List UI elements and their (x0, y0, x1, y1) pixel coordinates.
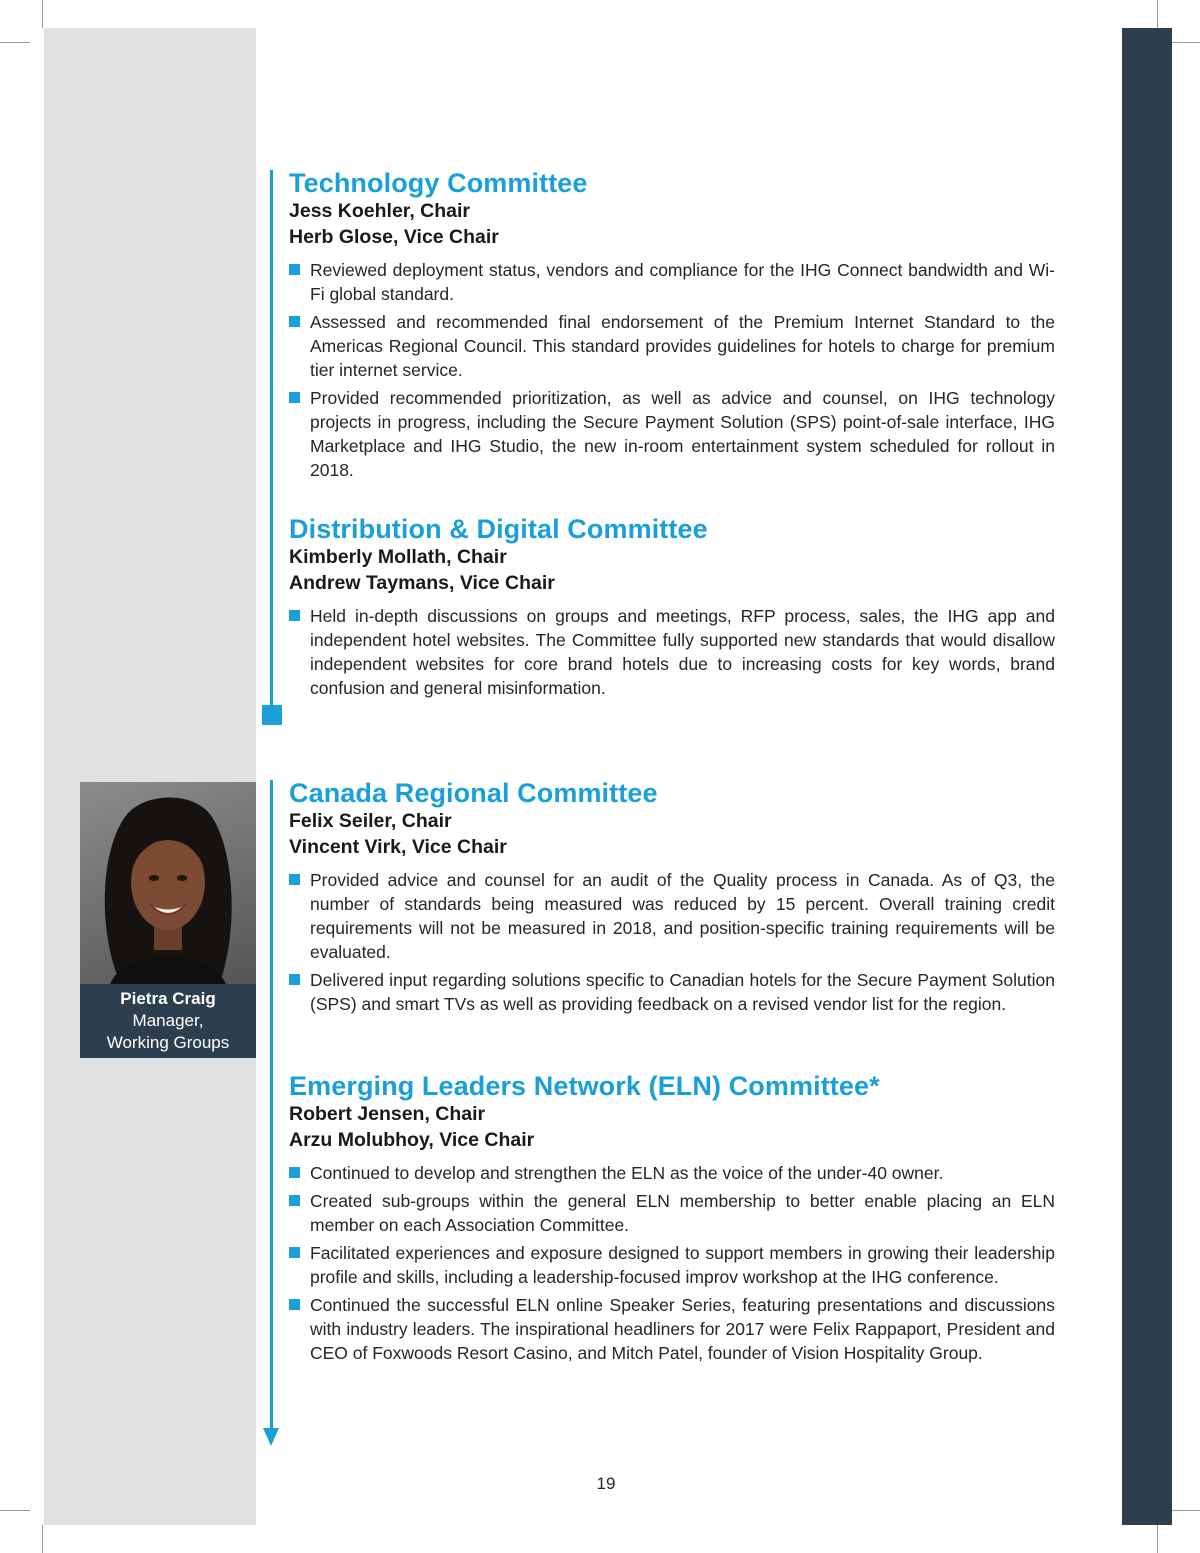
list-item (289, 1241, 1055, 1289)
vice-chair-name: Arzu Molubhoy, Vice Chair (289, 1129, 535, 1151)
list-item-text: Reviewed deployment status, vendors and compliance for the IHG Connect bandwidth and Wi-Fi global standard. (310, 260, 1055, 304)
crop-mark (1157, 0, 1158, 28)
section-title: Technology Committee (289, 168, 588, 198)
down-arrow-icon (263, 1428, 279, 1446)
staff-title: Manager, (132, 1011, 204, 1030)
crop-mark (42, 1525, 43, 1553)
staff-caption (80, 984, 256, 1058)
list-item-text: Delivered input regarding solutions specific to Canadian hotels for the Secure Payment Solution (SPS) and smart TVs as well as providing feedback on a revised vendor list for the region. (310, 970, 1055, 1014)
list-item (289, 1161, 1055, 1185)
list-item-text: Continued the successful ELN online Speaker Series, featuring presentations and discussions with industry leaders. The inspirational headliners for 2017 were Felix Rappaport, President and CEO of Foxwoods Resort Casino, and Mitch Patel, founder of Vision Hospitality Group. (310, 1295, 1055, 1363)
vice-chair-name: Andrew Taymans, Vice Chair (289, 572, 555, 594)
list-item-text: Facilitated experiences and exposure designed to support members in growing their leadership profile and skills, including a leadership-focused improv workshop at the IHG conference. (310, 1243, 1055, 1287)
square-bullet-icon (289, 392, 300, 403)
square-bullet-icon (289, 974, 300, 985)
square-bullet-icon (289, 1247, 300, 1258)
chair-name: Robert Jensen, Chair (289, 1103, 486, 1125)
crop-mark (1170, 1510, 1200, 1511)
chair-name: Jess Koehler, Chair (289, 200, 471, 222)
list-item (289, 968, 1055, 1016)
crop-mark (0, 1510, 30, 1511)
vice-chair-name: Herb Glose, Vice Chair (289, 226, 499, 248)
crop-mark (1170, 42, 1200, 43)
square-bullet-icon (289, 1167, 300, 1178)
section-title: Canada Regional Committee (289, 778, 658, 808)
square-bullet-icon (289, 1299, 300, 1310)
list-item (289, 386, 1055, 482)
square-bullet-icon (289, 316, 300, 327)
crop-mark (42, 0, 43, 28)
staff-name: Pietra Craig (120, 989, 216, 1008)
accent-line-bottom (270, 780, 273, 1430)
vice-chair-name: Vincent Virk, Vice Chair (289, 836, 507, 858)
crop-mark (0, 42, 30, 43)
crop-mark (1157, 1525, 1158, 1553)
section-eln-committee (289, 1071, 1055, 1369)
list-item-text: Continued to develop and strengthen the ELN as the voice of the under-40 owner. (310, 1163, 944, 1183)
portrait-illustration (80, 782, 256, 984)
square-bullet-icon (289, 610, 300, 621)
list-item-text: Held in-depth discussions on groups and meetings, RFP process, sales, the IHG app and independent hotel websites. The Committee fully supported new standards that would disallow independent websites for core brand hotels due to increasing costs for key words, brand confusion and general misinformation. (310, 606, 1055, 698)
square-bullet-icon (289, 874, 300, 885)
list-item (289, 868, 1055, 964)
left-sidebar-band (44, 28, 256, 1525)
accent-end-square (262, 705, 282, 725)
chair-name: Felix Seiler, Chair (289, 810, 452, 832)
section-title: Distribution & Digital Committee (289, 514, 708, 544)
section-canada-regional-committee (289, 778, 1055, 1020)
list-item (289, 310, 1055, 382)
bullet-list (289, 1161, 1055, 1365)
list-item-text: Provided advice and counsel for an audit of the Quality process in Canada. As of Q3, the number of standards being measured was reduced by 15 percent. Overall training credit requirements will not be measured in 2018, and position-specific training requirements will be evaluated. (310, 870, 1055, 962)
square-bullet-icon (289, 1195, 300, 1206)
section-title: Emerging Leaders Network (ELN) Committee* (289, 1071, 880, 1101)
right-navy-band (1122, 28, 1172, 1525)
list-item-text: Provided recommended prioritization, as well as advice and counsel, on IHG technology projects in progress, including the Secure Payment Solution (SPS) point-of-sale interface, IHG Marketplace and IHG Studio, the new in-room entertainment system scheduled for rollout in 2018. (310, 388, 1055, 480)
section-distribution-digital-committee (289, 514, 1055, 704)
section-technology-committee (289, 168, 1055, 486)
square-bullet-icon (289, 264, 300, 275)
chair-name: Kimberly Mollath, Chair (289, 546, 507, 568)
list-item (289, 258, 1055, 306)
accent-line-top (270, 170, 273, 706)
list-item (289, 1293, 1055, 1365)
bullet-list (289, 604, 1055, 700)
staff-department: Working Groups (106, 1033, 230, 1052)
list-item-text: Assessed and recommended final endorsement of the Premium Internet Standard to the Americas Regional Council. This standard provides guidelines for hotels to charge for premium tier internet service. (310, 312, 1055, 380)
page-number: 19 (596, 1474, 616, 1493)
staff-photo (80, 782, 256, 984)
list-item (289, 604, 1055, 700)
bullet-list (289, 868, 1055, 1016)
list-item-text: Created sub-groups within the general ELN membership to better enable placing an ELN member on each Association Committee. (310, 1191, 1055, 1235)
list-item (289, 1189, 1055, 1237)
staff-photo-card (80, 782, 256, 1058)
bullet-list (289, 258, 1055, 482)
